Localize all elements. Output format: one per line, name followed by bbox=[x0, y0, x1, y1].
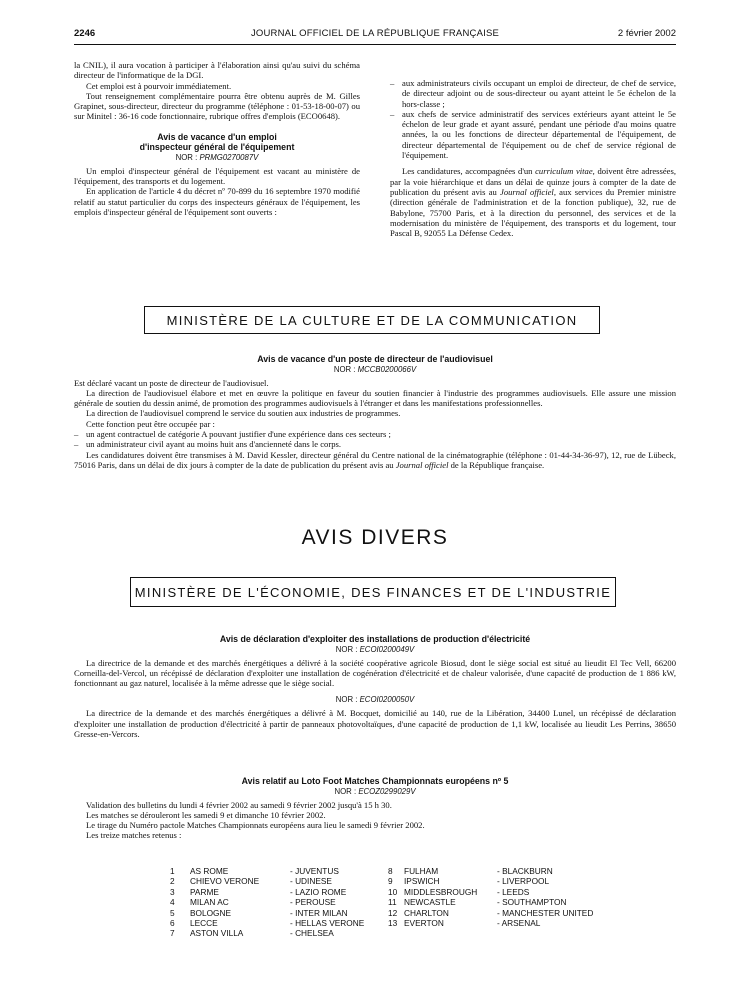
away-team bbox=[497, 928, 597, 938]
nor-reference: NOR : PRMG0270087V bbox=[175, 152, 259, 162]
body-paragraph: La directrice de la demande et des marchés énergétiques a délivré à la société coopérative agricole Biosud, dont le siège social est situé au lieudit El Tec Vell, 66200 Corneilla-del-Vercol, un récépissé de déclaration d'exploiter une installation de cogénération d'électricité et de chaleur valorisée, d'une capacité de production de 1 886 kW, fonctionnant au gaz naturel, localisée à la même adresse que le siège social. bbox=[74, 657, 676, 689]
avis-title-loto: Avis relatif au Loto Foot Matches Championnats européens nº 5 bbox=[241, 776, 509, 786]
away-team: - UDINESE bbox=[290, 876, 332, 887]
home-team: LECCE bbox=[190, 918, 218, 929]
match-number: 10 bbox=[388, 886, 398, 897]
intro-paragraph: Tout renseignement complémentaire pourra être obtenu auprès de M. Gilles Grapinet, sous-directeur, directeur du programme (téléphone : 01-53-18-00-07) ou sur Minitel : 36-16 code fonctionnaire, rubrique offres d'emplois (ECO0648). bbox=[74, 90, 360, 122]
match-number: 1 bbox=[170, 866, 175, 876]
electricite-section bbox=[74, 634, 676, 739]
body-paragraph: Cette fonction peut être occupée par : bbox=[86, 418, 215, 429]
away-team: - ARSENAL bbox=[497, 918, 541, 929]
home-team: MIDDLESBROUGH bbox=[404, 886, 478, 897]
ministry-economie-heading: MINISTÈRE DE L'ÉCONOMIE, DES FINANCES ET DE L'INDUSTRIE bbox=[130, 577, 616, 607]
body-paragraph: La direction de l'audiovisuel comprend le service du soutien aux industries de programmes. bbox=[86, 408, 401, 419]
body-paragraph: Les matches se dérouleront les samedi 9 et dimanche 10 février 2002. bbox=[86, 809, 326, 820]
candidatures-paragraph: Les candidatures doivent être transmises à M. David Kessler, directeur général du Centre national de la cinématographie (téléphone : 01-44-34-36-97), 12, rue de Lübeck, 75016 Paris, dans un délai de dix jours à compter de la date de publication du présent avis au Journal officiel de la République française. bbox=[74, 449, 676, 470]
nor-reference: NOR : ECOI0200049V bbox=[335, 644, 415, 654]
body-paragraph: Les treize matches retenus : bbox=[86, 830, 182, 841]
home-team: NEWCASTLE bbox=[404, 897, 456, 908]
nor-code: PRMG0270087V bbox=[199, 152, 259, 162]
ministry-culture-heading: MINISTÈRE DE LA CULTURE ET DE LA COMMUNICATION bbox=[144, 306, 600, 334]
body-paragraph: Un emploi d'inspecteur général de l'équipement est vacant au ministère de l'équipement, des transports et du logement. bbox=[74, 165, 360, 187]
table-row bbox=[170, 897, 597, 907]
list-item: – aux chefs de service administratif des services extérieurs ayant atteint le 5e échelon de leur grade et ayant assuré, pendant une période d'au moins quatre années, la ou les fonctions de directeur départemental de l'équipement, de directeur départemental de l'équipement ou de chef de service régional de l'équipement. bbox=[390, 109, 676, 160]
journal-title: JOURNAL OFFICIEL DE LA RÉPUBLIQUE FRANÇAISE bbox=[250, 28, 500, 39]
nor-code: MCCB0200066V bbox=[357, 364, 417, 374]
home-team: MILAN AC bbox=[190, 897, 229, 908]
intro-paragraph: Cet emploi est à pourvoir immédiatement. bbox=[86, 80, 232, 91]
list-item: – aux administrateurs civils occupant un emploi de directeur, de chef de service, de directeur adjoint ou de sous-directeur ou ayant atteint le 5e échelon de la hors-classe ; bbox=[390, 78, 676, 109]
match-number: 8 bbox=[388, 866, 393, 876]
audiovisuel-section bbox=[74, 354, 676, 470]
match-number: 3 bbox=[170, 886, 175, 897]
home-team: PARME bbox=[190, 886, 219, 897]
home-team: IPSWICH bbox=[404, 876, 440, 887]
table-row bbox=[170, 866, 597, 876]
avis-title-inspecteur: Avis de vacance d'un emploi d'inspecteur général de l'équipement bbox=[139, 131, 295, 153]
body-paragraph: Validation des bulletins du lundi 4 février 2002 au samedi 9 février 2002 jusqu'à 15 h 30. bbox=[86, 799, 392, 810]
table-row bbox=[170, 908, 597, 918]
home-team: ASTON VILLA bbox=[190, 928, 244, 939]
nor-code: ECOI0200050V bbox=[359, 695, 415, 705]
match-number: 5 bbox=[170, 907, 175, 918]
body-paragraph: Le tirage du Numéro pactole Matches Championnats européens aura lieu le samedi 9 février 2002. bbox=[86, 820, 425, 831]
body-paragraph: Est déclaré vacant un poste de directeur de l'audiovisuel. bbox=[74, 377, 269, 388]
away-team: - LIVERPOOL bbox=[497, 876, 550, 887]
home-team: FULHAM bbox=[404, 866, 439, 876]
match-number: 6 bbox=[170, 918, 175, 929]
match-number: 11 bbox=[388, 897, 397, 908]
nor-reference: NOR : MCCB0200066V bbox=[333, 364, 417, 374]
away-team: - LEEDS bbox=[497, 886, 530, 897]
home-team: CHARLTON bbox=[404, 907, 449, 918]
away-team: - BLACKBURN bbox=[497, 866, 553, 876]
avis-title-electricite: Avis de déclaration d'exploiter des installations de production d'électricité bbox=[219, 634, 531, 644]
header-rule bbox=[74, 44, 676, 45]
match-number bbox=[388, 928, 404, 938]
nor-code: ECOZ0299029V bbox=[358, 786, 416, 796]
intro-paragraph: la CNIL), il aura vocation à participer à l'élaboration ainsi qu'au suivi du schéma directeur de l'informatique de la DGI. bbox=[74, 60, 360, 81]
away-team: - PEROUSE bbox=[290, 897, 336, 908]
table-row bbox=[170, 876, 597, 886]
home-team: AS ROME bbox=[190, 866, 229, 876]
list-item: – un agent contractuel de catégorie A pouvant justifier d'une expérience dans ces secteurs ; bbox=[74, 429, 676, 439]
left-column bbox=[74, 60, 360, 217]
avis-divers-heading: AVIS DIVERS bbox=[301, 526, 449, 549]
home-team: CHIEVO VERONE bbox=[190, 876, 260, 887]
page-number: 2246 bbox=[74, 28, 96, 39]
home-team: EVERTON bbox=[404, 918, 444, 929]
eligibility-list bbox=[390, 78, 676, 160]
away-team: - JUVENTUS bbox=[290, 866, 339, 876]
body-paragraph: En application de l'article 4 du décret nº 70-899 du 16 septembre 1970 modifié relatif au statut particulier du corps des inspecteurs généraux de l'équipement, les emplois d'inspecteur général de l'équipement sont ouverts : bbox=[74, 186, 360, 217]
loto-section bbox=[74, 776, 676, 841]
body-paragraph: La directrice de la demande et des marchés énergétiques a délivré à M. Bocquet, domicilié au 140, rue de la Libération, 34400 Lunel, un récépissé de déclaration d'exploiter une installation de production d'électricité à partir de panneaux photovoltaïques, d'une capacité de production de 1,1 kW, localisée au lieudit Les Perrins, 38650 Gresse-en-Vercors. bbox=[74, 708, 676, 739]
away-team: - CHELSEA bbox=[290, 928, 334, 939]
table-row bbox=[170, 928, 597, 938]
match-number: 9 bbox=[388, 876, 393, 887]
table-row bbox=[170, 918, 597, 928]
issue-date: 2 février 2002 bbox=[617, 28, 676, 39]
nor-reference: NOR : ECOI0200050V bbox=[335, 695, 415, 705]
right-column bbox=[390, 78, 676, 238]
nor-reference: NOR : ECOZ0299029V bbox=[334, 786, 416, 796]
away-team: - MANCHESTER UNITED bbox=[497, 907, 594, 918]
away-team: - LAZIO ROME bbox=[290, 886, 347, 897]
matches-table bbox=[170, 866, 597, 939]
match-number: 4 bbox=[170, 897, 175, 908]
match-number: 13 bbox=[388, 918, 398, 929]
match-number: 2 bbox=[170, 876, 175, 887]
body-paragraph: La direction de l'audiovisuel élabore et met en œuvre la politique en faveur du soutien financier à l'industrie des programmes audiovisuels. Elle assure une mission générale de soutien du dessin animé, de promotion des programmes audiovisuels à l'étranger et dans les manifestations professionnelles. bbox=[74, 387, 676, 409]
page-header bbox=[74, 28, 676, 42]
home-team: BOLOGNE bbox=[190, 907, 232, 918]
match-number: 12 bbox=[388, 907, 398, 918]
list-item: – un administrateur civil ayant au moins huit ans d'ancienneté dans le corps. bbox=[74, 439, 676, 449]
home-team bbox=[404, 928, 497, 938]
candidatures-paragraph: Les candidatures, accompagnées d'un curriculum vitae, doivent être adressées, par la voie hiérarchique et dans un délai de quinze jours à compter de la date de publication du présent avis au Journal officiel, aux services du Premier ministre (direction générale de l'administration et de la fonction publique), 32, rue de Babylone, 75700 Paris, et à la direction du personnel, des services et de la modernisation du ministère de l'équipement, des transports et du logement, tour Pascal B, 92055 La Défense Cedex. bbox=[390, 166, 676, 239]
nor-code: ECOI0200049V bbox=[359, 644, 415, 654]
candidate-list bbox=[74, 429, 676, 450]
away-team: - INTER MILAN bbox=[290, 907, 348, 918]
away-team: - SOUTHAMPTON bbox=[497, 897, 567, 908]
away-team: - HELLAS VERONE bbox=[290, 918, 365, 929]
avis-title-audiovisuel: Avis de vacance d'un poste de directeur de l'audiovisuel bbox=[257, 354, 493, 364]
table-row bbox=[170, 887, 597, 897]
match-number: 7 bbox=[170, 928, 175, 939]
